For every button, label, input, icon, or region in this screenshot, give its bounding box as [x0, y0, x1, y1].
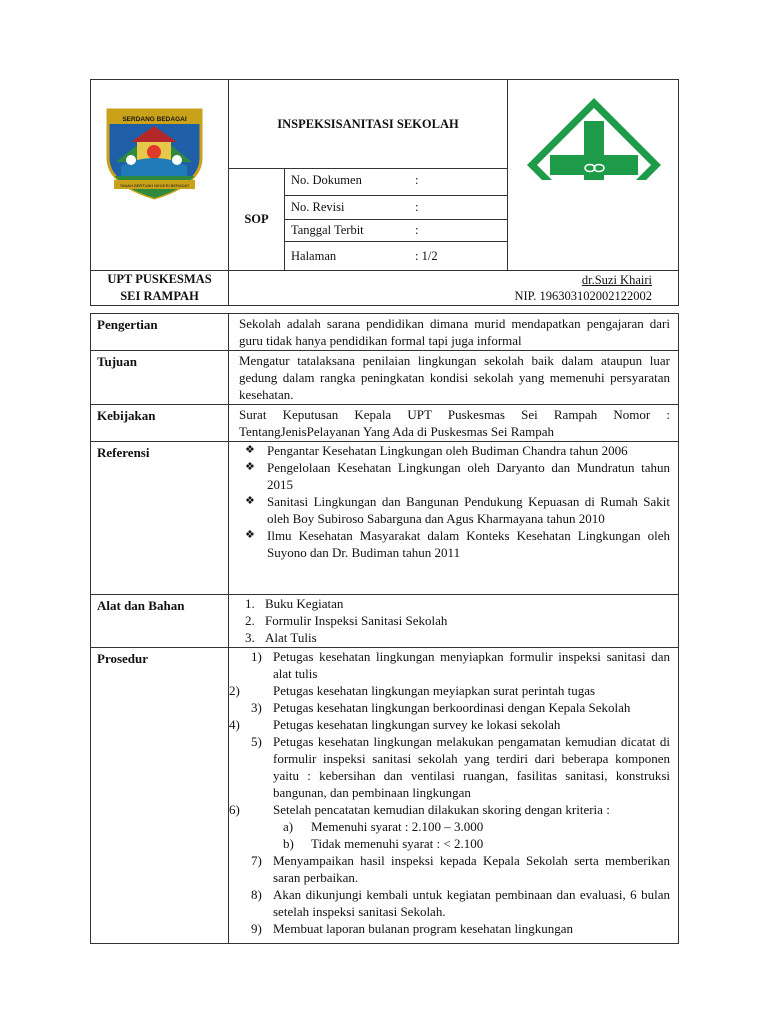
criteria-item: b) Tidak memenuhi syarat : < 2.100: [283, 836, 484, 851]
text-kebijakan: Surat Keputusan Kepala UPT Puskesmas Sei Rampah Nomor : TentangJenisPelayanan Yang Ada di Puskesmas Sei Rampah: [239, 407, 670, 439]
meta-key: No. Revisi: [291, 200, 345, 214]
signer-name: dr.Suzi Khairi: [581, 273, 652, 287]
meta-value: :: [415, 223, 419, 237]
reference-item: ❖ Ilmu Kesehatan Masyarakat dalam Konteks Kesehatan Lingkungan oleh Suyono dan Dr. Budiman tahun 2011: [245, 528, 670, 560]
criteria-item: a) Memenuhi syarat : 2.100 – 3.000: [283, 819, 484, 834]
procedure-step: 1) Petugas kesehatan lingkungan menyiapkan formulir inspeksi sanitasi dan alat tulis: [251, 649, 670, 681]
label-tujuan: Tujuan: [97, 354, 137, 369]
label-pengertian: Pengertian: [97, 317, 158, 332]
reference-item: ❖ Sanitasi Lingkungan dan Bangunan Pendukung Kepuasan di Rumah Sakit oleh Boy Subiroso Sabarguna dan Agus Kharmayana tahun 2010: [245, 494, 670, 526]
meta-value: :: [415, 173, 419, 187]
row-kebijakan: [91, 405, 679, 442]
puskesmas-cross-icon: [508, 80, 678, 180]
meta-key: No. Dokumen: [291, 173, 362, 187]
meta-key: Halaman: [291, 248, 337, 263]
procedure-step: 3) Petugas kesehatan lingkungan berkoordinasi dengan Kepala Sekolah: [251, 700, 631, 715]
text-pengertian: Sekolah adalah sarana pendidikan dimana murid mendapatkan pengajaran dari guru tidak hanya pendidikan formal tapi juga informal: [239, 316, 670, 348]
row-referensi: [91, 442, 679, 595]
row-pengertian: [91, 314, 679, 351]
unit-line1: UPT PUSKESMAS: [107, 272, 212, 286]
document-title: INSPEKSISANITASI SEKOLAH: [277, 116, 459, 131]
serdang-bedagai-emblem: [91, 80, 228, 266]
meta-value: :: [415, 200, 419, 214]
signer-nip: NIP. 196303102002122002: [514, 289, 652, 303]
sop-label-cell: [229, 169, 285, 271]
meta-value: : 1/2: [415, 248, 438, 263]
label-referensi: Referensi: [97, 445, 150, 460]
logo-cell: [91, 80, 229, 271]
procedure-step: 8) Akan dikunjungi kembali untuk kegiatan pembinaan dan evaluasi, 6 bulan setelah inspeksi sanitasi Sekolah.: [251, 887, 670, 919]
sop-header-table: [90, 79, 679, 306]
meta-row-dokumen: [285, 169, 508, 196]
procedure-step: 2) Petugas kesehatan lingkungan meyiapkan surat perintah tugas: [229, 683, 596, 698]
tool-item: 2. Formulir Inspeksi Sanitasi Sekolah: [245, 613, 448, 628]
procedure-step: 9) Membuat laporan bulanan program kesehatan lingkungan: [251, 921, 573, 936]
puskesmas-logo-cell: [508, 80, 679, 271]
meta-row-tanggal: [285, 220, 508, 242]
row-alat: [91, 595, 679, 648]
sop-label: SOP: [244, 212, 269, 226]
procedure-step: 5) Petugas kesehatan lingkungan melakukan pengamatan kemudian dicatat di formulir inspeksi sanitasi sekolah yang terdiri dari beberapa komponen yaitu : kebersihan dan ventilasi ruangan, fasilitas sanitasi, konstruksi bangunan, dan pembinaan lingkungan: [251, 734, 670, 800]
logo-top-text: SERDANG BEDAGAI: [122, 116, 187, 123]
row-tujuan: [91, 351, 679, 405]
signature-cell: [229, 271, 679, 306]
tool-item: 1. Buku Kegiatan: [245, 596, 344, 611]
sop-content-table: [90, 313, 679, 944]
text-tujuan: Mengatur tatalaksana penilaian lingkungan sekolah baik dalam ataupun luar gedung dalam rangka peningkatan kondisi sekolah yang memenuhi persyaratan kesehatan.: [239, 353, 670, 402]
reference-item: ❖ Pengantar Kesehatan Lingkungan oleh Budiman Chandra tahun 2006: [245, 443, 628, 458]
reference-item: ❖ Pengelolaan Kesehatan Lingkungan oleh Daryanto dan Mundratun tahun 2015: [245, 460, 670, 492]
row-prosedur: [91, 648, 679, 944]
procedure-step: 4) Petugas kesehatan lingkungan survey ke lokasi sekolah: [229, 717, 561, 732]
label-kebijakan: Kebijakan: [97, 408, 156, 423]
procedure-step: 7) Menyampaikan hasil inspeksi kepada Kepala Sekolah serta memberikan saran perbaikan.: [251, 853, 670, 885]
logo-bottom-text: TANAH BERTUAH NEGERI BERADAT: [119, 183, 190, 188]
meta-row-revisi: [285, 196, 508, 220]
unit-cell: [91, 271, 229, 306]
tool-item: 3. Alat Tulis: [245, 630, 317, 645]
unit-line2: SEI RAMPAH: [120, 289, 199, 303]
meta-row-halaman: [285, 242, 508, 271]
meta-key: Tanggal Terbit: [291, 223, 364, 237]
label-alat: Alat dan Bahan: [97, 598, 185, 613]
label-prosedur: Prosedur: [97, 651, 149, 666]
procedure-step: 6) Setelah pencatatan kemudian dilakukan skoring dengan kriteria :: [229, 802, 610, 817]
